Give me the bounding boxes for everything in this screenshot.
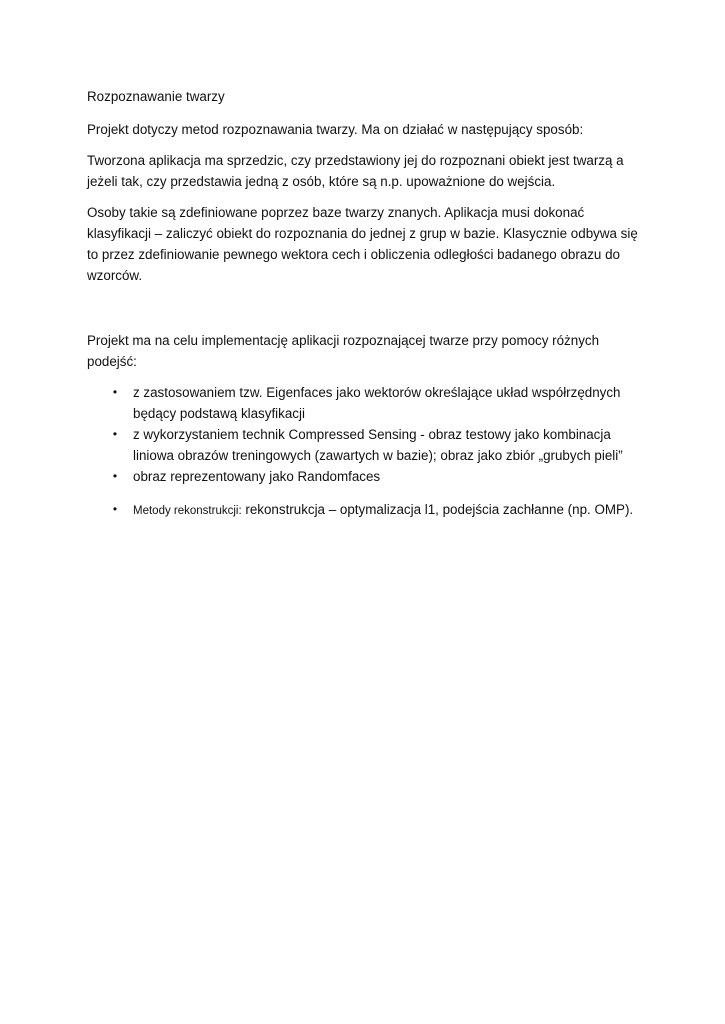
list-item-text: z wykorzystaniem technik Compressed Sensing - obraz testowy jako kombinacja liniowa obrazów treningowych (zawartych w bazie); obraz jako zbiór „grubych pieli” xyxy=(133,427,623,463)
bullet-icon: • xyxy=(112,385,118,399)
list-item-text: obraz reprezentowany jako Randomfaces xyxy=(133,469,381,484)
paragraph-intro: Projekt dotyczy metod rozpoznawania twarzy. Ma on działać w następujący sposób: xyxy=(87,122,584,137)
document-title: Rozpoznawanie twarzy xyxy=(87,89,225,104)
list-item-eigenfaces xyxy=(87,382,642,424)
bullet-icon: • xyxy=(112,427,118,441)
reconstruction-label: Metody rekonstrukcji: xyxy=(133,505,242,517)
reconstruction-list xyxy=(87,499,642,522)
list-item-compressed-sensing xyxy=(87,424,642,466)
bullet-icon: • xyxy=(112,469,118,483)
document-body xyxy=(87,86,642,522)
paragraph-goal: Projekt ma na celu implementację aplikacji rozpoznającej twarze przy pomocy różnych podejść: xyxy=(87,333,600,369)
blank-line xyxy=(87,296,642,330)
paragraph-application: Tworzona aplikacja ma sprzedzic, czy przedstawiony jej do rozpoznani obiekt jest twarzą a jeżeli tak, czy przedstawia jedną z osób, które są n.p. upoważnione do wejścia. xyxy=(87,153,624,189)
approaches-list xyxy=(87,382,642,487)
list-item-randomfaces xyxy=(87,466,642,487)
reconstruction-text: rekonstrukcja – optymalizacja l1, podejścia zachłanne (np. OMP). xyxy=(241,502,634,517)
bullet-icon: • xyxy=(112,502,118,516)
list-item-reconstruction xyxy=(87,499,642,522)
paragraph-classification: Osoby takie są zdefiniowane poprzez baze twarzy znanych. Aplikacja musi dokonać klasyfikacji – zaliczyć obiekt do rozpoznania do jednej z grup w bazie. Klasycznie odbywa się to przez zdefiniowanie pewnego wektora cech i obliczenia odległości badanego obrazu do wzorców. xyxy=(87,205,638,283)
list-item-text: z zastosowaniem tzw. Eigenfaces jako wektorów określające układ współrzędnych będący podstawą klasyfikacji xyxy=(133,385,621,421)
